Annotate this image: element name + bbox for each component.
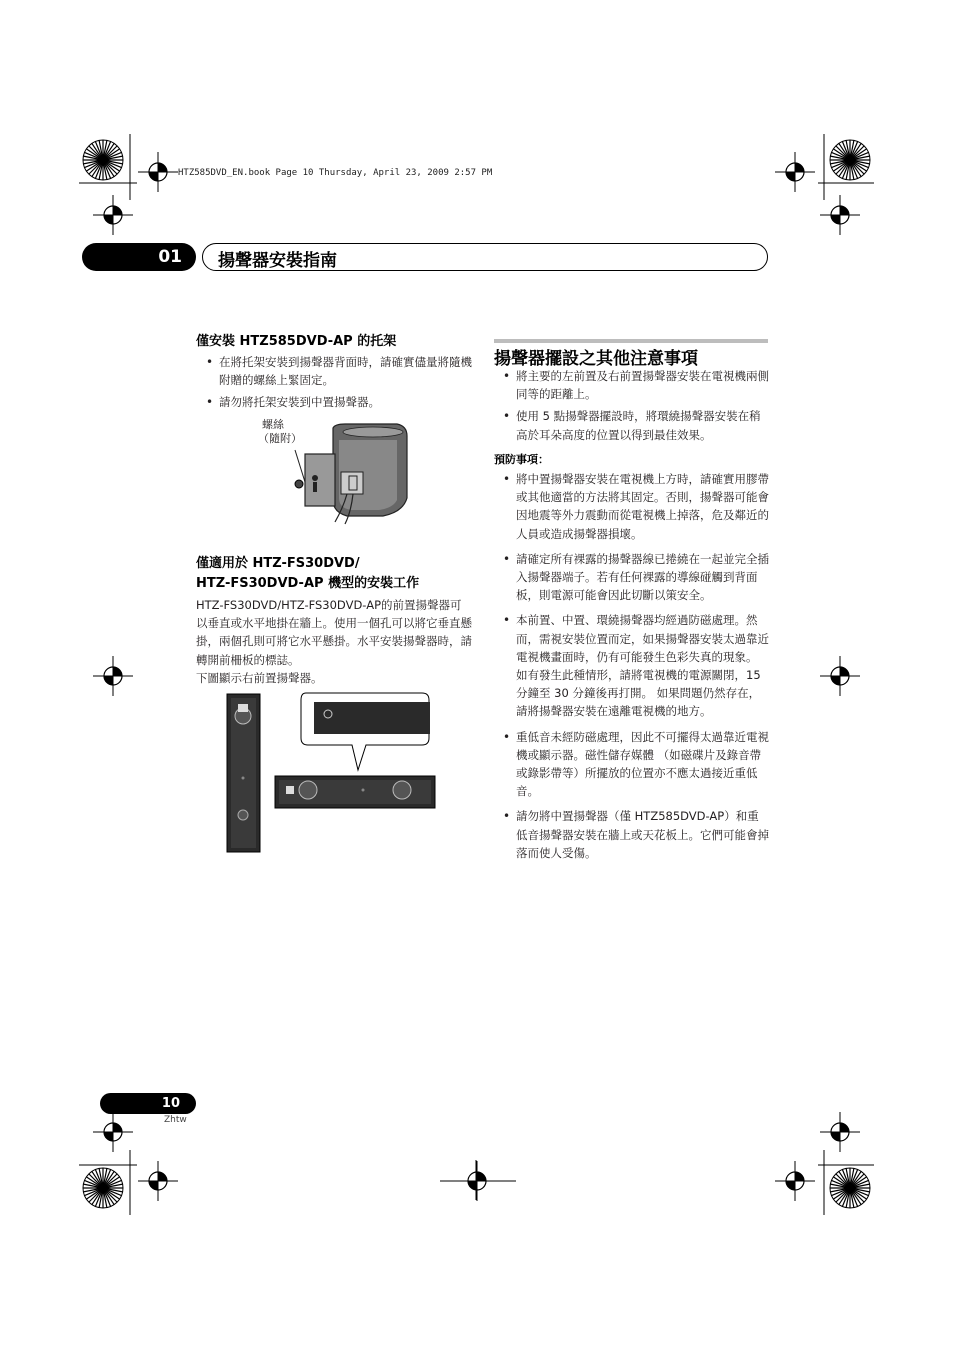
list-item: • 使用 5 點揚聲器擺設時，將環繞揚聲器安裝在稍高於耳朵高度的位置以得到最佳效果。 — [494, 407, 770, 443]
placement-bullet-list — [494, 367, 770, 448]
list-item: • 本前置、中置、環繞揚聲器均經過防磁處理。然而，需視安裝位置而定，如果揚聲器安裝太過靠近電視機畫面時，仍有可能發生色彩失真的現象。 如有發生此種情形，請將電視機的電源關閉，15 分鐘至 30 分鐘後再打開。 如果問題仍然存在，請將揚聲器安裝在遠離電視機的地方。 — [494, 611, 770, 720]
screw-label-line: 螺絲 — [262, 418, 284, 431]
screw-label-line: （隨附） — [258, 432, 302, 445]
bracket-illustration — [285, 420, 415, 525]
fs30-heading — [196, 554, 419, 594]
list-item: • 請確定所有裸露的揚聲器線已捲繞在一起並完全插入揚聲器端子。若有任何裸露的導線碰觸到背面板，則電源可能會因此切斷以策安全。 — [494, 550, 770, 605]
list-item: • 請勿將中置揚聲器（僅 HTZ585DVD-AP）和重低音揚聲器安裝在牆上或天花板上。它們可能會掉落而使人受傷。 — [494, 807, 770, 862]
section-title: 揚聲器擺設之其他注意事項 — [494, 349, 698, 369]
bracket-bullet-list — [197, 353, 473, 416]
list-item: • 請勿將托架安裝到中置揚聲器。 — [197, 393, 473, 411]
page-number-badge: 10 — [100, 1093, 196, 1114]
fs30-heading-line: 僅適用於 HTZ-FS30DVD/ — [196, 556, 360, 571]
list-item: • 將中置揚聲器安裝在電視機上方時，請確實用膠帶或其他適當的方法將其固定。否則，揚聲器可能會因地震等外力震動而從電視機上掉落，危及鄰近的人員或造成揚聲器損壞。 — [494, 470, 770, 543]
fs30-heading-line: HTZ-FS30DVD-AP 機型的安裝工作 — [196, 576, 420, 591]
list-item: • 重低音未經防磁處理，因此不可擺得太過靠近電視機或顯示器。磁性儲存媒體 （如磁碟片及錄音帶或錄影帶等）所擺放的位置亦不應太過接近重低音。 — [494, 728, 770, 801]
list-item: • 將主要的左前置及右前置揚聲器安裝在電視機兩側同等的距離上。 — [494, 367, 770, 403]
section-rule — [494, 339, 768, 343]
fs30-paragraph: HTZ-FS30DVD/HTZ-FS30DVD-AP的前置揚聲器可以垂直或水平地掛在牆上。使用一個孔可以將它垂直懸掛，兩個孔則可將它水平懸掛。水平安裝揚聲器時，請轉開前柵板的標誌。 — [196, 598, 472, 667]
language-code: Zhtw — [164, 1115, 187, 1125]
caution-label: 預防事項： — [494, 453, 549, 466]
chapter-number-badge: 01 — [82, 243, 196, 271]
bracket-heading: 僅安裝 HTZ585DVD-AP 的托架 — [196, 334, 397, 349]
caution-bullet-list — [494, 470, 770, 866]
speaker-illustration — [226, 690, 436, 855]
file-header: HTZ585DVD_EN.book Page 10 Thursday, April 23, 2009 2:57 PM — [178, 168, 493, 178]
list-item: • 在將托架安裝到揚聲器背面時，請確實儘量將隨機附贈的螺絲上緊固定。 — [197, 353, 473, 389]
fs30-caption: 下圖顯示右前置揚聲器。 — [196, 671, 323, 685]
chapter-title: 揚聲器安裝指南 — [218, 251, 337, 271]
